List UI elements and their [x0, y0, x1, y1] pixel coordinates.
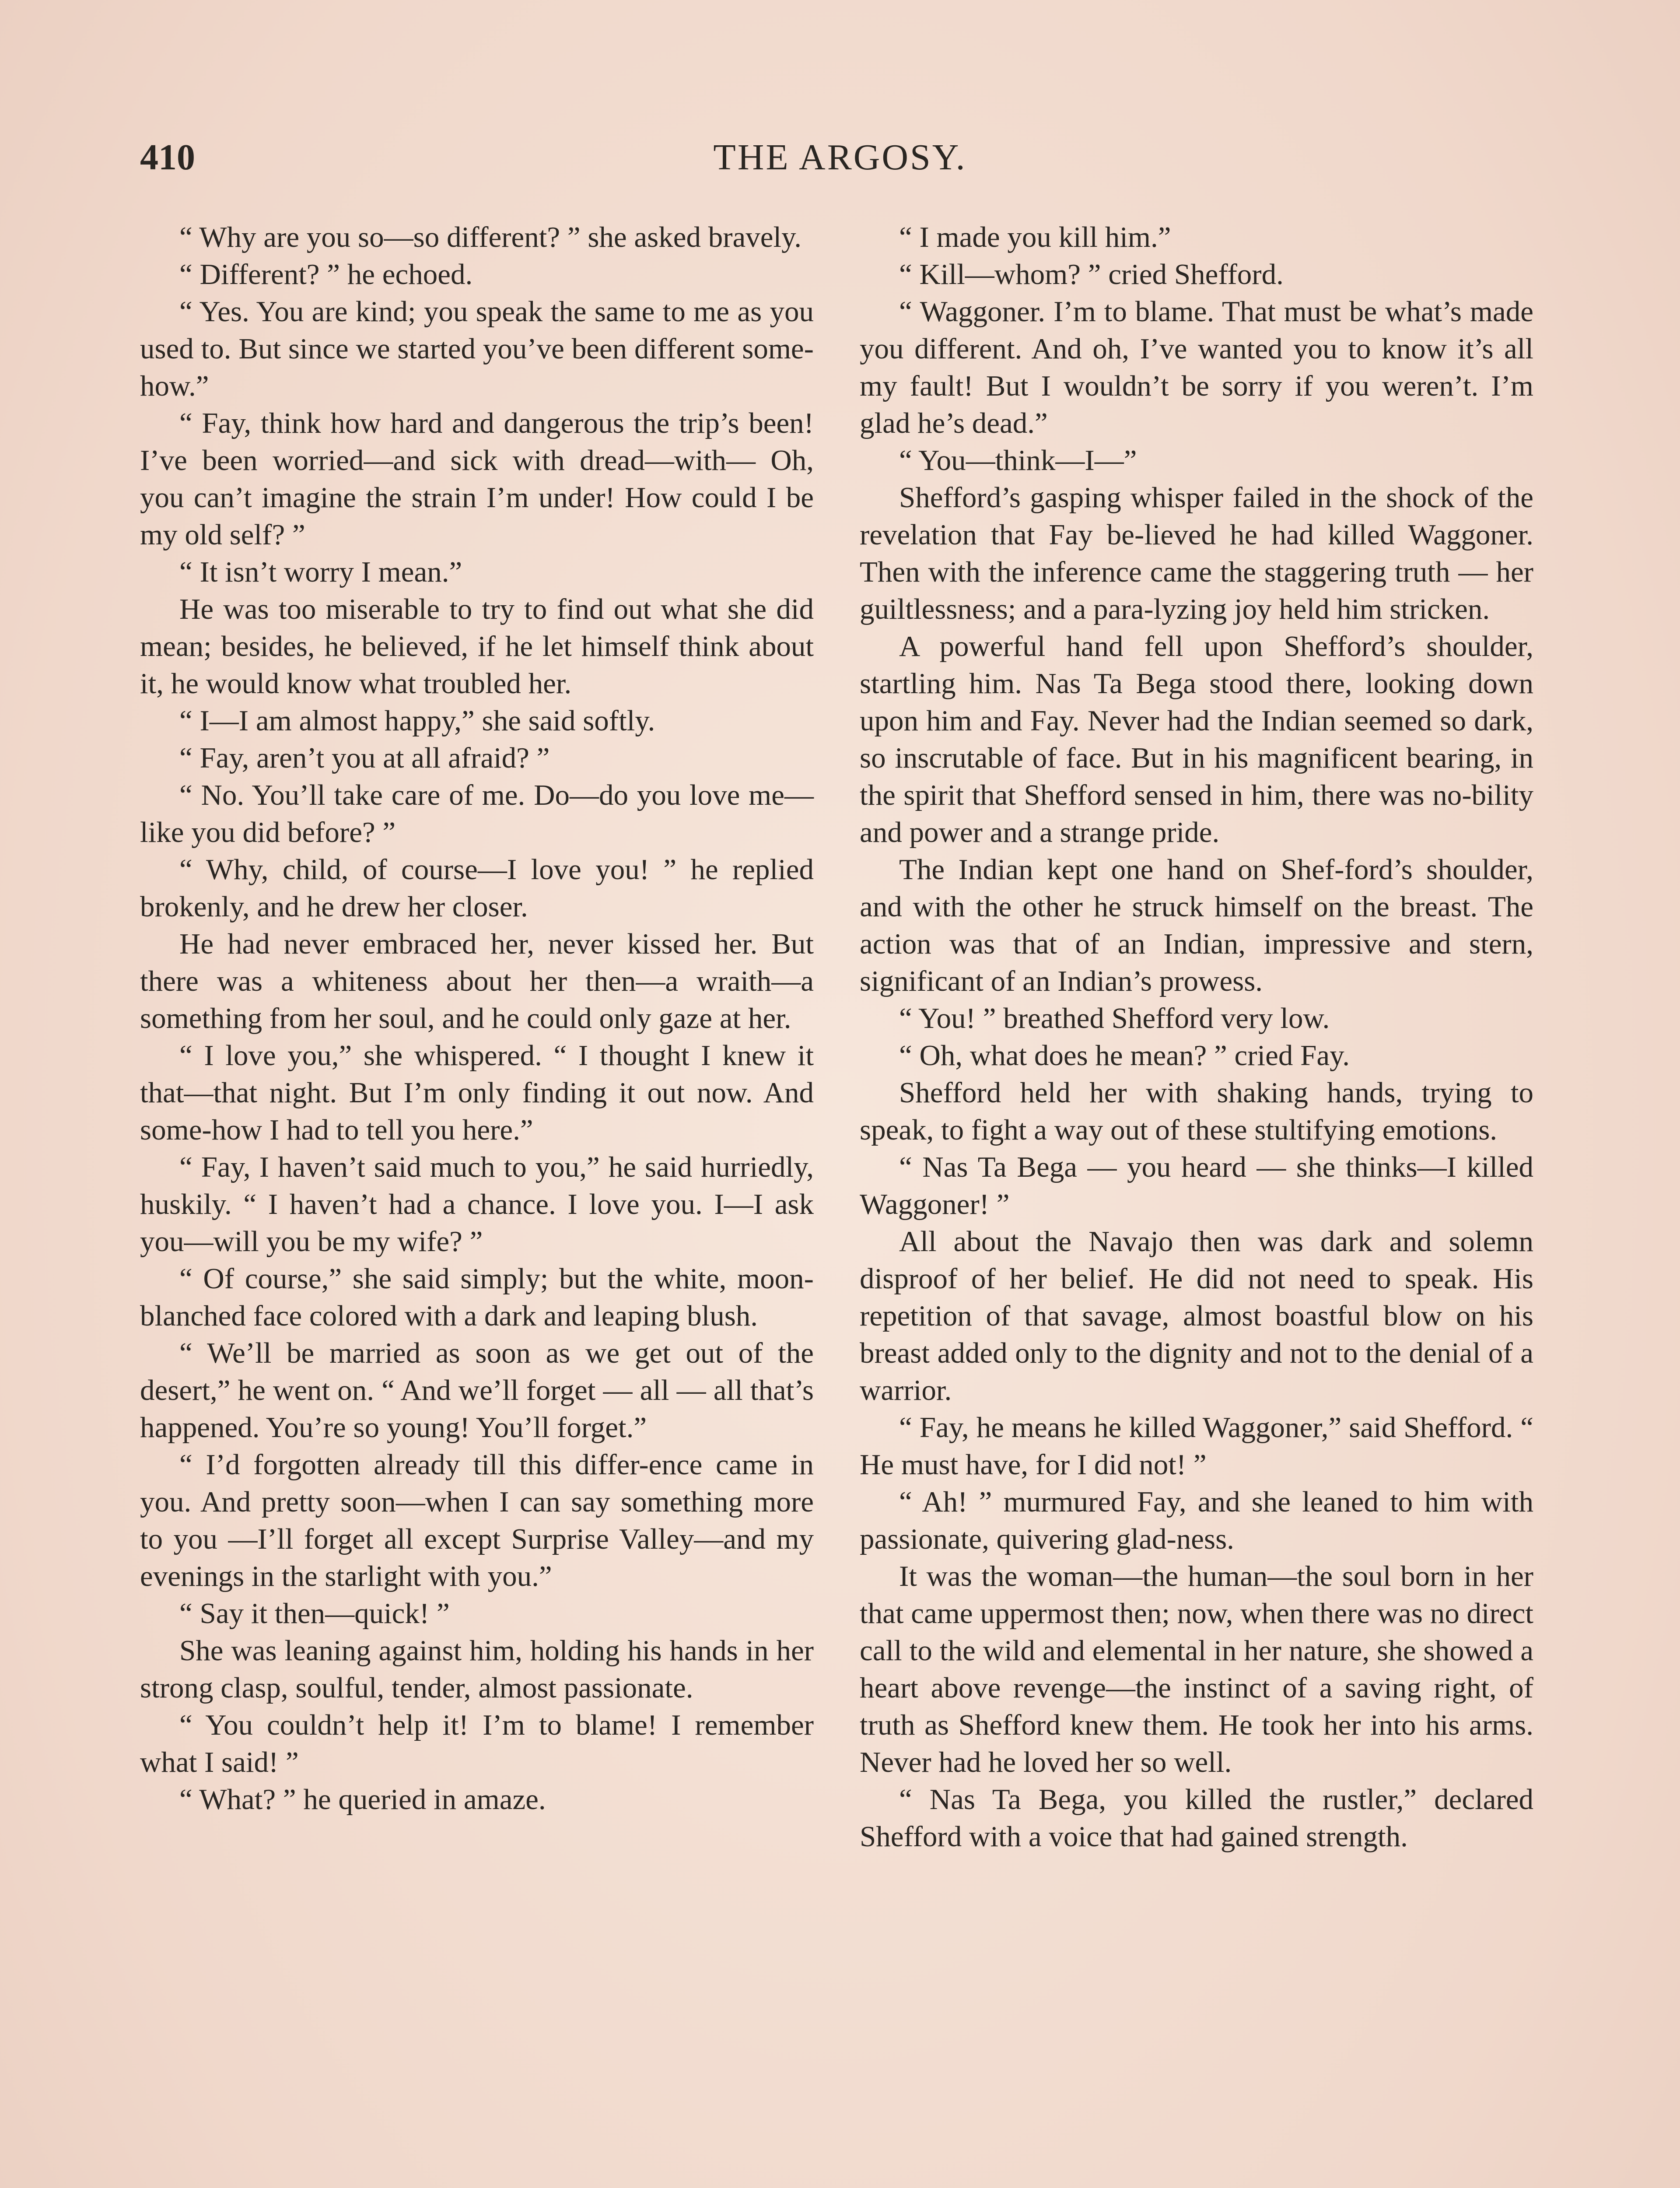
paragraph: “ I love you,” she whispered. “ I thought I knew it that—that night. But I’m only finding it out now. And some-how I had to tell you here.”	[140, 1039, 814, 1146]
paragraph: “ You! ” breathed Shefford very low.	[899, 1002, 1330, 1034]
paragraph: “ What? ” he queried in amaze.	[179, 1783, 546, 1816]
paragraph: “ Oh, what does he mean? ” cried Fay.	[899, 1039, 1350, 1072]
paragraph: “ Fay, I haven’t said much to you,” he said hurriedly, huskily. “ I haven’t had a chance. I love you. I—I ask you—will you be my wife? ”	[140, 1151, 814, 1258]
running-head: THE ARGOSY.	[713, 137, 967, 178]
right-column	[860, 219, 1533, 2188]
paragraph: “ Different? ” he echoed.	[179, 258, 473, 291]
paragraph: “ I—I am almost happy,” she said softly.	[179, 705, 655, 737]
paragraph: It was the woman—the human—the soul born in her that came uppermost then; now, when there was no direct call to the wild and elemental in her nature, she showed a heart above revenge—the instinct of a saving right, of truth as Shefford knew them. He took her into his arms. Never had he loved her so well.	[860, 1560, 1533, 1778]
paragraph: The Indian kept one hand on Shef-ford’s shoulder, and with the other he struck himself on the breast. The action was that of an Indian, impressive and stern, significant of an Indian’s prowess.	[860, 853, 1533, 997]
paragraph: “ I made you kill him.”	[899, 221, 1171, 253]
paragraph: “ Waggoner. I’m to blame. That must be what’s made you different. And oh, I’ve wanted you to know it’s all my fault! But I wouldn’t be sorry if you weren’t. I’m glad he’s dead.”	[860, 295, 1533, 439]
paragraph: “ Why are you so—so different? ” she asked bravely.	[179, 221, 802, 253]
paragraph: “ No. You’ll take care of me. Do—do you love me—like you did before? ”	[140, 779, 814, 849]
paragraph: Shefford’s gasping whisper failed in the shock of the revelation that Fay be-lieved he had killed Waggoner. Then with the inference came the staggering truth — her guiltlessness; and a para-lyzing joy held him stricken.	[860, 481, 1533, 625]
paragraph: He was too miserable to try to find out what she did mean; besides, he believed, if he let himself think about it, he would know what troubled her.	[140, 593, 814, 700]
paragraph: “ Of course,” she said simply; but the white, moon-blanched face colored with a dark and leaping blush.	[140, 1262, 814, 1332]
paragraph: “ Fay, think how hard and dangerous the trip’s been! I’ve been worried—and sick with dread—with— Oh, you can’t imagine the strain I’m under! How could I be my old self? ”	[140, 407, 814, 551]
paragraph: “ Yes. You are kind; you speak the same to me as you used to. But since we started you’ve been different some-how.”	[140, 295, 814, 402]
paragraph: She was leaning against him, holding his hands in her strong clasp, soulful, tender, almost passionate.	[140, 1634, 814, 1704]
paragraph: “ Fay, aren’t you at all afraid? ”	[179, 742, 550, 774]
paragraph: “ Ah! ” murmured Fay, and she leaned to him with passionate, quivering glad-ness.	[860, 1486, 1533, 1555]
paragraph: “ Nas Ta Bega — you heard — she thinks—I killed Waggoner! ”	[860, 1151, 1533, 1220]
paragraph: “ We’ll be married as soon as we get out of the desert,” he went on. “ And we’ll forget — all — all that’s happened. You’re so young! You’ll forget.”	[140, 1337, 814, 1444]
paragraph: “ You couldn’t help it! I’m to blame! I remember what I said! ”	[140, 1709, 814, 1778]
paragraph: He had never embraced her, never kissed her. But there was a whiteness about her then—a wraith—a something from her soul, and he could only gaze at her.	[140, 928, 814, 1034]
paragraph: “ Why, child, of course—I love you! ” he replied brokenly, and he drew her closer.	[140, 853, 814, 923]
paragraph: “ I’d forgotten already till this differ-ence came in you. And pretty soon—when I can say something more to you —I’ll forget all except Surprise Valley—and my evenings in the starlight with you.”	[140, 1448, 814, 1592]
paragraph: “ Say it then—quick! ”	[179, 1597, 450, 1630]
page-number: 410	[140, 137, 195, 178]
left-column	[140, 219, 814, 2188]
paragraph: “ It isn’t worry I mean.”	[179, 556, 462, 588]
paragraph: “ Nas Ta Bega, you killed the rustler,” declared Shefford with a voice that had gained strength.	[860, 1783, 1533, 1853]
page-header	[140, 131, 1540, 188]
paragraph: “ Kill—whom? ” cried Shefford.	[899, 258, 1284, 291]
paragraph: A powerful hand fell upon Shefford’s shoulder, startling him. Nas Ta Bega stood there, looking down upon him and Fay. Never had the Indian seemed so dark, so inscrutable of face. But in his magnificent bearing, in the spirit that Shefford sensed in him, there was no-bility and power and a strange pride.	[860, 630, 1533, 849]
paragraph: “ You—think—I—”	[899, 444, 1137, 477]
paragraph: “ Fay, he means he killed Waggoner,” said Shefford. “ He must have, for I did not! ”	[860, 1411, 1533, 1481]
paragraph: Shefford held her with shaking hands, trying to speak, to fight a way out of these stultifying emotions.	[860, 1076, 1533, 1146]
paragraph: All about the Navajo then was dark and solemn disproof of her belief. He did not need to speak. His repetition of that savage, almost boastful blow on his breast added only to the dignity and not to the denial of a warrior.	[860, 1225, 1533, 1406]
